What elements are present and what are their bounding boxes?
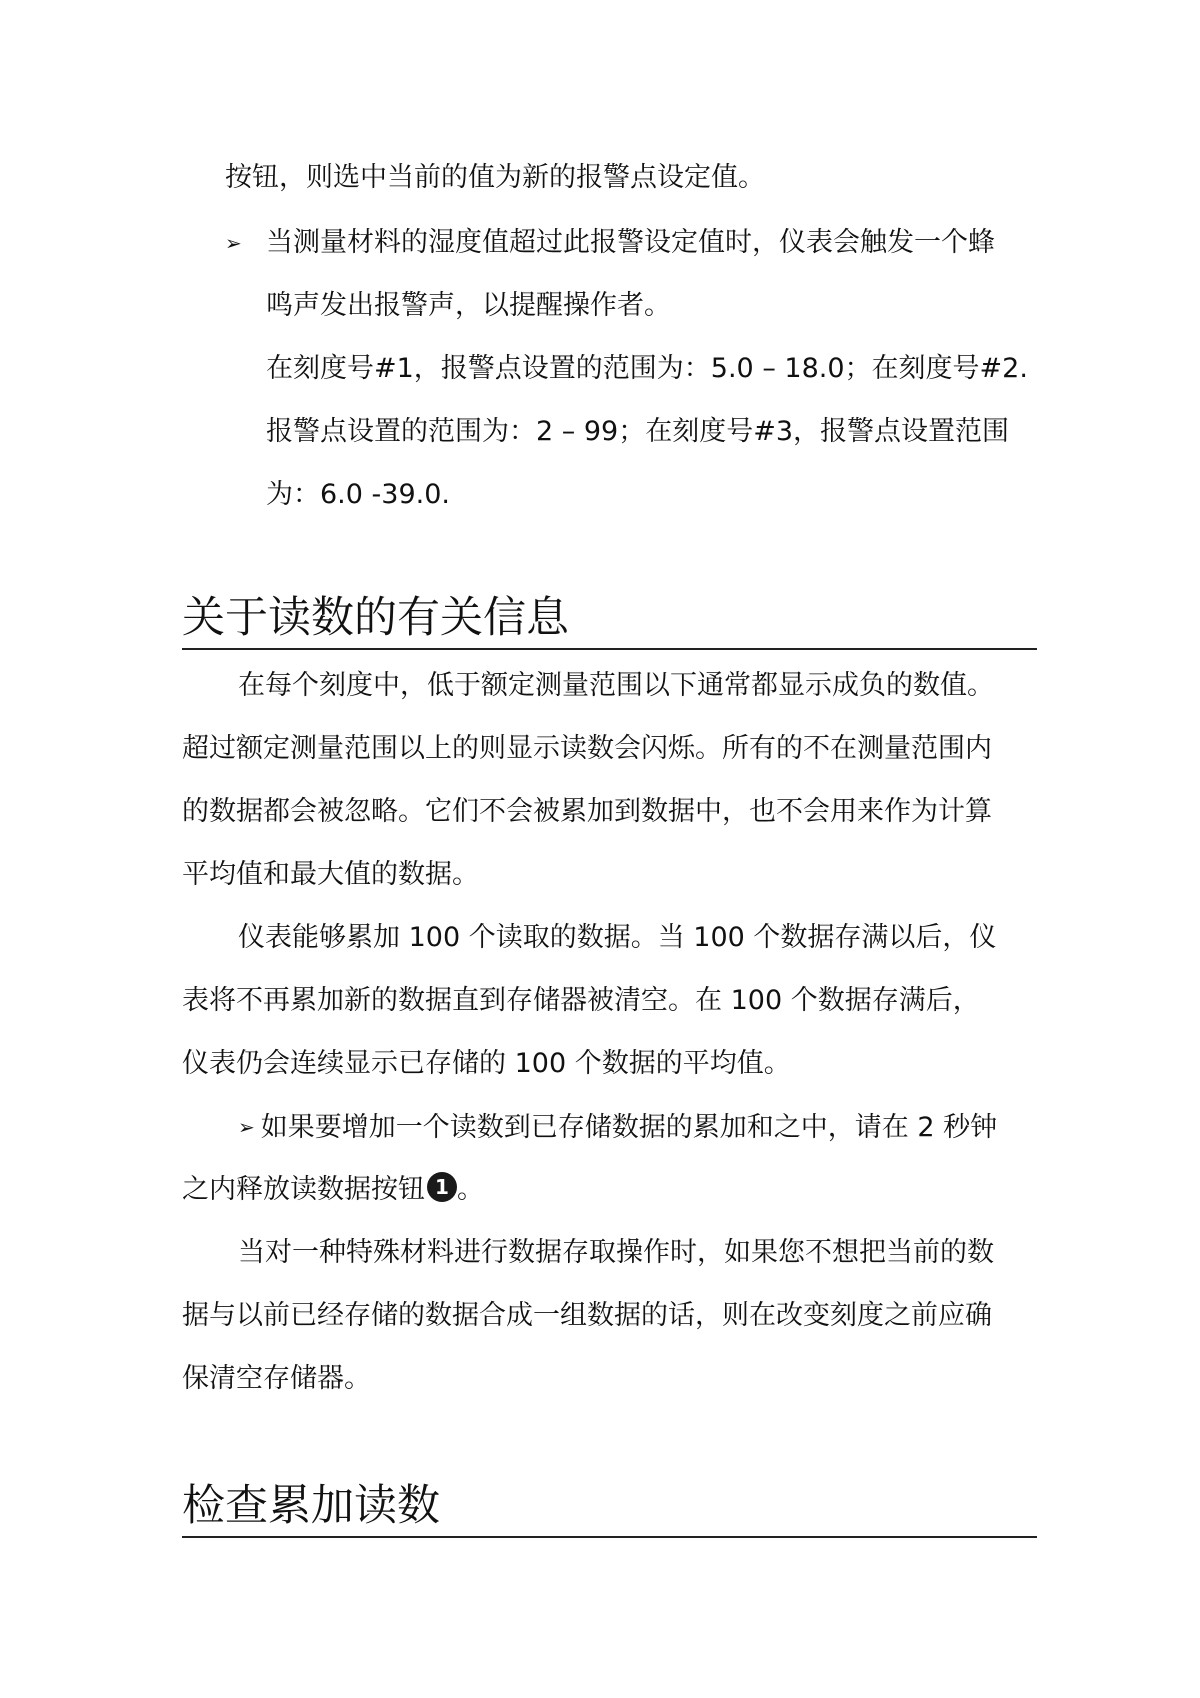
add-reading-text: 之内释放读数据按钮 — [182, 1174, 425, 1205]
paragraph-line: 超过额定测量范围以上的则显示读数会闪烁。所有的不在测量范围内 — [182, 733, 992, 764]
add-reading-line-2 — [182, 1170, 484, 1210]
heading-rule — [182, 648, 1037, 650]
alarm-range-line: 报警点设置的范围为：2 – 99；在刻度号#3，报警点设置范围 — [266, 416, 1009, 447]
add-reading-line — [238, 1107, 997, 1148]
alarm-bullet-line: 鸣声发出报警声，以提醒操作者。 — [266, 290, 671, 321]
paragraph-line: 在每个刻度中，低于额定测量范围以下通常都显示成负的数值。 — [238, 670, 994, 701]
add-reading-text: 如果要增加一个读数到已存储数据的累加和之中，请在 2 秒钟 — [260, 1112, 998, 1143]
paragraph-line: 据与以前已经存储的数据合成一组数据的话，则在改变刻度之前应确 — [182, 1300, 992, 1331]
paragraph-line: 仪表能够累加 100 个读取的数据。当 100 个数据存满以后，仪 — [238, 922, 997, 953]
read-button-number-icon: 1 — [427, 1172, 457, 1202]
add-reading-end: 。 — [457, 1174, 484, 1205]
alarm-bullet-line: 当测量材料的湿度值超过此报警设定值时，仪表会触发一个蜂 — [266, 227, 995, 258]
paragraph-line: 的数据都会被忽略。它们不会被累加到数据中，也不会用来作为计算 — [182, 796, 992, 827]
paragraph-line: 当对一种特殊材料进行数据存取操作时，如果您不想把当前的数 — [238, 1237, 994, 1268]
arrow-bullet-icon: ➢ — [238, 1115, 255, 1139]
alarm-range-line: 为：6.0 -39.0. — [266, 479, 450, 510]
alarm-range-line: 在刻度号#1，报警点设置的范围为：5.0 – 18.0；在刻度号#2. — [266, 353, 1028, 384]
heading-rule — [182, 1536, 1037, 1538]
section-heading-check-readings: 检查累加读数 — [182, 1481, 440, 1531]
paragraph-line: 表将不再累加新的数据直到存储器被清空。在 100 个数据存满后， — [182, 985, 980, 1016]
paragraph-line: 保清空存储器。 — [182, 1363, 371, 1394]
paragraph-line: 仪表仍会连续显示已存储的 100 个数据的平均值。 — [182, 1048, 791, 1079]
paragraph-line: 平均值和最大值的数据。 — [182, 859, 479, 890]
section-heading-reading-info: 关于读数的有关信息 — [182, 593, 569, 643]
alarm-intro-line: 按钮，则选中当前的值为新的报警点设定值。 — [225, 162, 765, 193]
arrow-bullet-icon: ➢ — [225, 231, 242, 255]
